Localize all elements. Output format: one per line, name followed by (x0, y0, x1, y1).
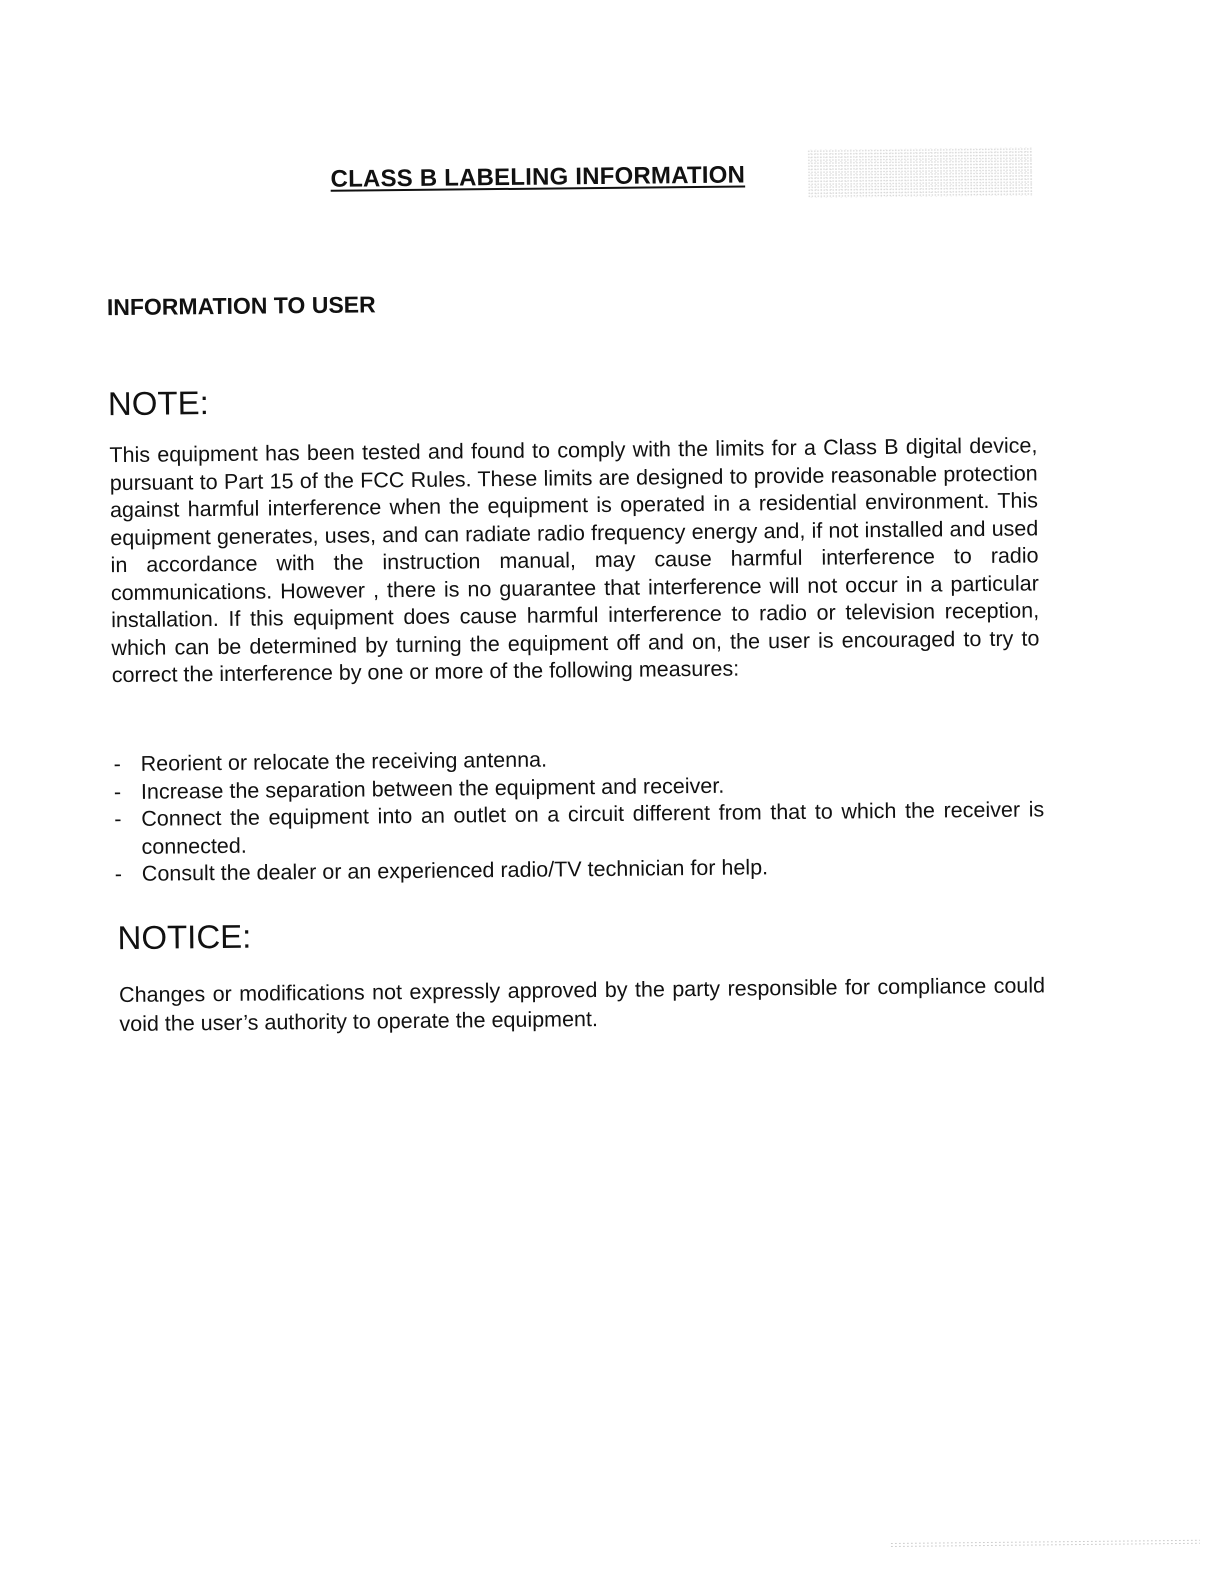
measure-text: Connect the equipment into an outlet on a circuit different from that to which the receiver is connected. (141, 797, 1045, 859)
document-title: CLASS B LABELING INFORMATION (330, 161, 746, 193)
bullet-dash: - (114, 862, 123, 887)
bullet-dash: - (113, 779, 122, 804)
measure-text: Increase the separation between the equipment and receiver. (140, 773, 725, 804)
bullet-dash: - (113, 752, 121, 777)
measure-text: Consult the dealer or an experienced radio/TV technician for help. (141, 855, 769, 886)
measures-list (114, 741, 1045, 888)
scan-edge-marks (890, 1539, 1200, 1548)
note-heading: NOTE: (107, 384, 209, 423)
scan-noise-decoration (807, 147, 1032, 197)
notice-heading: NOTICE: (117, 917, 252, 957)
note-paragraph: This equipment has been tested and found to comply with the limits for a Class B digital device, pursuant to Part 15 of the FCC Rules. These limits are designed to provide reasonable protection against harmful interference when the equipment is operated in a residential environment. This equipment generates, uses, and can radiate radio frequency energy and, if not installed and used in accordance with the instruction manual, may cause harmful interference to radio communications. However , there is no guarantee that interference will not occur in a particular installation. If this equipment does cause harmful interference to radio or television reception, which can be determined by turning the equipment off and on, the user is encouraged to try to correct the interference by one or more of the following measures: (109, 433, 1040, 688)
list-item (114, 796, 1045, 861)
bullet-dash: - (114, 807, 122, 832)
notice-paragraph: Changes or modifications not expressly approved by the party responsible for compliance could void the user’s authority to operate the equipment. (118, 973, 1046, 1037)
measure-text: Reorient or relocate the receiving antenna. (140, 747, 548, 776)
section-heading: INFORMATION TO USER (106, 291, 376, 321)
